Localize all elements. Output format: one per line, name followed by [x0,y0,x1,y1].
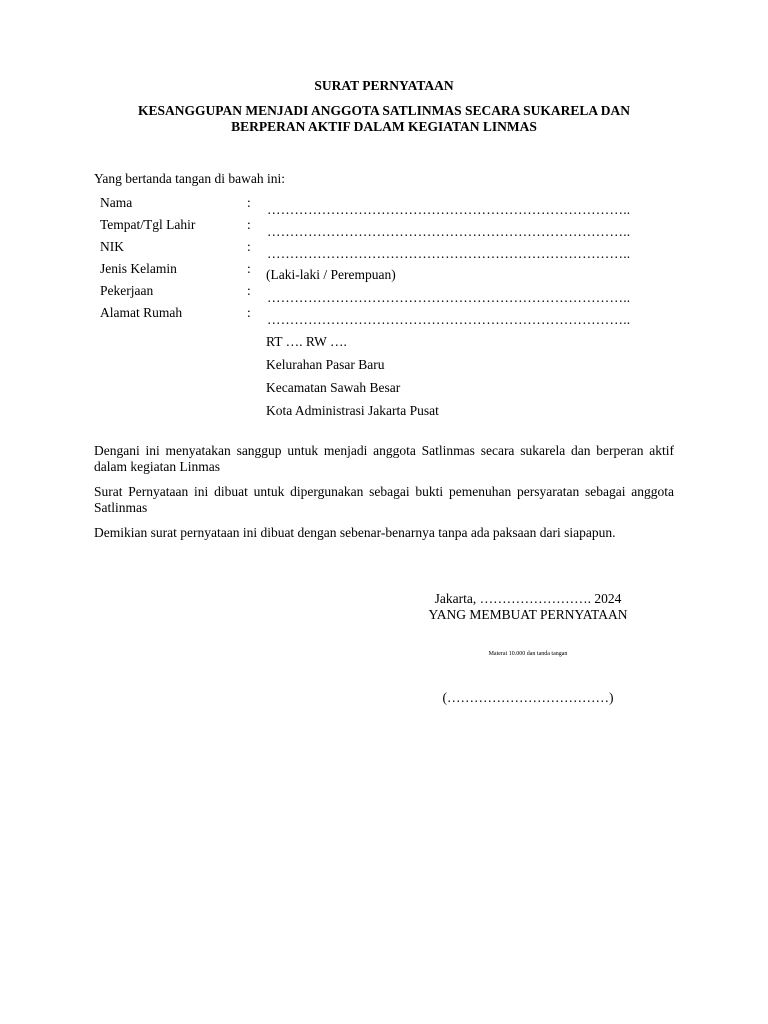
subtitle-line-1: KESANGGUPAN MENJADI ANGGOTA SATLINMAS SECARA SUKARELA DAN [137,103,631,118]
address-rt-rw: RT …. RW …. [266,334,347,349]
intro-text: Yang bertanda tangan di bawah ini: [94,171,285,186]
statement-paragraph: Dengani ini menyatakan sanggup untuk menjadi anggota Satlinmas secara sukarela dan berperan aktif dalam kegiatan Linmas [94,443,674,474]
closing-paragraph: Demikian surat pernyataan ini dibuat dengan sebenar-benarnya tanpa ada paksaan dari siapapun. [94,525,616,540]
field-label-nik: NIK [100,239,124,254]
field-colon: : [247,239,251,254]
field-value-alamat-rumah: …………………………………………………………………….. [267,312,631,327]
field-colon: : [247,217,251,232]
field-value-nik: …………………………………………………………………….. [267,246,631,261]
purpose-paragraph: Surat Pernyataan ini dibuat untuk dipergunakan sebagai bukti pemenuhan persyaratan sebagai anggota Satlinmas [94,484,674,515]
field-label-nama: Nama [100,195,133,210]
field-label-alamat-rumah: Alamat Rumah [100,305,183,320]
materai-note: Materai 10.000 dan tanda tangan [488,651,568,657]
field-label-tempat-tgl-lahir: Tempat/Tgl Lahir [100,217,196,232]
field-colon: : [247,305,251,320]
field-colon: : [247,283,251,298]
signature-name-line: (………………………………) [442,690,614,705]
signer-title: YANG MEMBUAT PERNYATAAN [428,607,628,622]
address-kecamatan: Kecamatan Sawah Besar [266,380,401,395]
document-subtitle [80,103,688,135]
subtitle-line-2: BERPERAN AKTIF DALAM KEGIATAN LINMAS [231,119,537,134]
field-label-pekerjaan: Pekerjaan [100,283,154,298]
field-value-pekerjaan: …………………………………………………………………….. [267,290,631,305]
field-value-jenis-kelamin: (Laki-laki / Perempuan) [266,267,396,282]
field-value-nama: …………………………………………………………………….. [267,202,631,217]
address-kelurahan: Kelurahan Pasar Baru [266,357,385,372]
field-value-tempat-tgl-lahir: …………………………………………………………………….. [267,224,631,239]
field-colon: : [247,261,251,276]
place-date: Jakarta, ……………………. 2024 [434,591,622,606]
document-title: SURAT PERNYATAAN [314,78,454,93]
address-kota: Kota Administrasi Jakarta Pusat [266,403,439,418]
field-label-jenis-kelamin: Jenis Kelamin [100,261,177,276]
field-colon: : [247,195,251,210]
